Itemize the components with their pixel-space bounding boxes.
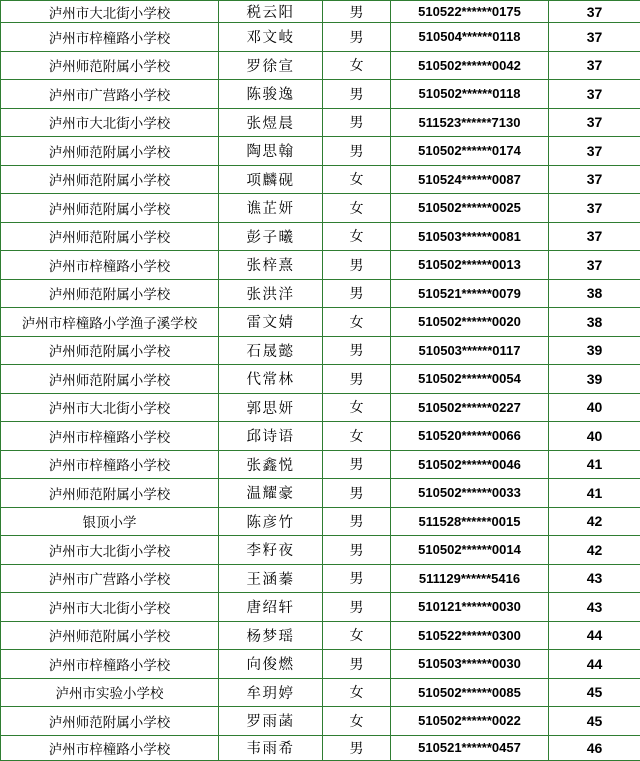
cell-id-number: 510502******0020 — [391, 308, 549, 337]
cell-id-number: 510502******0014 — [391, 536, 549, 565]
table-row — [1, 479, 640, 508]
cell-id-number: 510502******0118 — [391, 80, 549, 109]
cell-id-number: 510522******0175 — [391, 1, 549, 23]
cell-name: 杨梦瑶 — [219, 621, 323, 650]
cell-school: 泸州市大北街小学校 — [1, 393, 219, 422]
cell-name: 陶思翰 — [219, 137, 323, 166]
cell-sex: 男 — [323, 1, 391, 23]
cell-score: 41 — [549, 450, 640, 479]
cell-school: 泸州市梓橦路小学校 — [1, 251, 219, 280]
cell-sex: 女 — [323, 393, 391, 422]
cell-id-number: 511129******5416 — [391, 564, 549, 593]
cell-school: 泸州市实验小学校 — [1, 678, 219, 707]
cell-sex: 女 — [323, 194, 391, 223]
cell-school: 泸州市广营路小学校 — [1, 80, 219, 109]
cell-name: 韦雨希 — [219, 735, 323, 760]
cell-sex: 女 — [323, 678, 391, 707]
cell-name: 谯芷妍 — [219, 194, 323, 223]
cell-id-number: 510502******0085 — [391, 678, 549, 707]
cell-id-number: 510502******0174 — [391, 137, 549, 166]
cell-score: 45 — [549, 707, 640, 736]
cell-school: 泸州市大北街小学校 — [1, 536, 219, 565]
cell-id-number: 510502******0033 — [391, 479, 549, 508]
table-row — [1, 165, 640, 194]
table-body — [1, 1, 640, 761]
cell-school: 泸州师范附属小学校 — [1, 479, 219, 508]
cell-id-number: 510504******0118 — [391, 23, 549, 52]
cell-name: 向俊燃 — [219, 650, 323, 679]
table-row — [1, 422, 640, 451]
table-row — [1, 51, 640, 80]
cell-name: 李籽夜 — [219, 536, 323, 565]
cell-sex: 女 — [323, 422, 391, 451]
cell-school: 泸州市梓橦路小学校 — [1, 650, 219, 679]
cell-score: 39 — [549, 365, 640, 394]
cell-name: 郭思妍 — [219, 393, 323, 422]
cell-name: 陈骏逸 — [219, 80, 323, 109]
cell-name: 张煜晨 — [219, 108, 323, 137]
cell-score: 37 — [549, 165, 640, 194]
cell-sex: 女 — [323, 707, 391, 736]
cell-sex: 男 — [323, 507, 391, 536]
cell-name: 邓文岐 — [219, 23, 323, 52]
cell-school: 泸州市大北街小学校 — [1, 1, 219, 23]
cell-sex: 男 — [323, 80, 391, 109]
cell-sex: 女 — [323, 222, 391, 251]
cell-school: 泸州市梓橦路小学校 — [1, 23, 219, 52]
cell-name: 邱诗语 — [219, 422, 323, 451]
table-row — [1, 707, 640, 736]
cell-id-number: 510503******0081 — [391, 222, 549, 251]
cell-school: 泸州市梓橦路小学校 — [1, 450, 219, 479]
cell-school: 泸州师范附属小学校 — [1, 365, 219, 394]
cell-school: 泸州师范附属小学校 — [1, 51, 219, 80]
table-row — [1, 1, 640, 23]
cell-school: 泸州市大北街小学校 — [1, 593, 219, 622]
table-row — [1, 621, 640, 650]
cell-score: 37 — [549, 251, 640, 280]
cell-school: 泸州师范附属小学校 — [1, 621, 219, 650]
cell-sex: 男 — [323, 650, 391, 679]
cell-sex: 男 — [323, 279, 391, 308]
cell-name: 税云阳 — [219, 1, 323, 23]
table-row — [1, 365, 640, 394]
cell-score: 38 — [549, 308, 640, 337]
cell-id-number: 510502******0227 — [391, 393, 549, 422]
cell-name: 代常林 — [219, 365, 323, 394]
cell-sex: 男 — [323, 479, 391, 508]
cell-id-number: 510121******0030 — [391, 593, 549, 622]
cell-school: 泸州师范附属小学校 — [1, 165, 219, 194]
cell-sex: 男 — [323, 564, 391, 593]
cell-score: 43 — [549, 564, 640, 593]
cell-name: 张洪洋 — [219, 279, 323, 308]
cell-id-number: 510520******0066 — [391, 422, 549, 451]
cell-sex: 男 — [323, 365, 391, 394]
cell-score: 37 — [549, 222, 640, 251]
cell-school: 泸州师范附属小学校 — [1, 137, 219, 166]
cell-name: 王涵蓁 — [219, 564, 323, 593]
cell-id-number: 510524******0087 — [391, 165, 549, 194]
cell-id-number: 511523******7130 — [391, 108, 549, 137]
cell-school: 泸州师范附属小学校 — [1, 194, 219, 223]
cell-name: 牟玥婷 — [219, 678, 323, 707]
cell-name: 罗徐宣 — [219, 51, 323, 80]
cell-school: 泸州市梓橦路小学校 — [1, 422, 219, 451]
cell-sex: 男 — [323, 137, 391, 166]
cell-id-number: 510503******0030 — [391, 650, 549, 679]
cell-school: 泸州师范附属小学校 — [1, 336, 219, 365]
cell-sex: 男 — [323, 108, 391, 137]
cell-score: 38 — [549, 279, 640, 308]
cell-name: 温耀豪 — [219, 479, 323, 508]
cell-id-number: 510502******0042 — [391, 51, 549, 80]
cell-id-number: 510521******0079 — [391, 279, 549, 308]
cell-school: 泸州师范附属小学校 — [1, 222, 219, 251]
cell-score: 40 — [549, 393, 640, 422]
cell-name: 罗雨菡 — [219, 707, 323, 736]
cell-id-number: 511528******0015 — [391, 507, 549, 536]
cell-score: 39 — [549, 336, 640, 365]
cell-name: 彭子曦 — [219, 222, 323, 251]
table-row — [1, 650, 640, 679]
table-row — [1, 450, 640, 479]
table-row — [1, 393, 640, 422]
table-row — [1, 80, 640, 109]
cell-id-number: 510522******0300 — [391, 621, 549, 650]
table-row — [1, 279, 640, 308]
cell-score: 44 — [549, 621, 640, 650]
cell-score: 45 — [549, 678, 640, 707]
cell-sex: 女 — [323, 165, 391, 194]
table-row — [1, 593, 640, 622]
cell-score: 43 — [549, 593, 640, 622]
cell-school: 泸州市大北街小学校 — [1, 108, 219, 137]
cell-name: 张梓熹 — [219, 251, 323, 280]
cell-score: 37 — [549, 194, 640, 223]
table-row — [1, 507, 640, 536]
table-row — [1, 137, 640, 166]
table-row — [1, 251, 640, 280]
cell-id-number: 510502******0046 — [391, 450, 549, 479]
cell-school: 银顶小学 — [1, 507, 219, 536]
cell-school: 泸州市广营路小学校 — [1, 564, 219, 593]
cell-name: 雷文婧 — [219, 308, 323, 337]
cell-id-number: 510502******0022 — [391, 707, 549, 736]
cell-score: 46 — [549, 735, 640, 760]
cell-name: 项麟砚 — [219, 165, 323, 194]
table-row — [1, 678, 640, 707]
table-row — [1, 536, 640, 565]
cell-sex: 男 — [323, 593, 391, 622]
cell-id-number: 510502******0054 — [391, 365, 549, 394]
cell-sex: 男 — [323, 735, 391, 760]
table-row — [1, 308, 640, 337]
cell-sex: 女 — [323, 308, 391, 337]
cell-score: 37 — [549, 137, 640, 166]
cell-score: 40 — [549, 422, 640, 451]
cell-score: 42 — [549, 507, 640, 536]
cell-score: 37 — [549, 23, 640, 52]
cell-sex: 男 — [323, 450, 391, 479]
cell-sex: 女 — [323, 51, 391, 80]
cell-name: 张鑫悦 — [219, 450, 323, 479]
cell-score: 37 — [549, 51, 640, 80]
cell-id-number: 510503******0117 — [391, 336, 549, 365]
cell-score: 37 — [549, 108, 640, 137]
cell-score: 42 — [549, 536, 640, 565]
cell-sex: 男 — [323, 336, 391, 365]
cell-sex: 男 — [323, 23, 391, 52]
cell-score: 41 — [549, 479, 640, 508]
cell-name: 陈彦竹 — [219, 507, 323, 536]
table-row — [1, 194, 640, 223]
cell-sex: 男 — [323, 536, 391, 565]
cell-school: 泸州师范附属小学校 — [1, 279, 219, 308]
table-row — [1, 735, 640, 760]
table-row — [1, 23, 640, 52]
cell-name: 石晟懿 — [219, 336, 323, 365]
cell-score: 37 — [549, 80, 640, 109]
cell-sex: 女 — [323, 621, 391, 650]
cell-school: 泸州市梓橦路小学校 — [1, 735, 219, 760]
cell-school: 泸州市梓橦路小学渔子溪学校 — [1, 308, 219, 337]
cell-id-number: 510502******0025 — [391, 194, 549, 223]
table-row — [1, 222, 640, 251]
cell-id-number: 510502******0013 — [391, 251, 549, 280]
cell-school: 泸州师范附属小学校 — [1, 707, 219, 736]
table-row — [1, 108, 640, 137]
cell-score: 44 — [549, 650, 640, 679]
cell-name: 唐绍轩 — [219, 593, 323, 622]
cell-sex: 男 — [323, 251, 391, 280]
cell-score: 37 — [549, 1, 640, 23]
cell-id-number: 510521******0457 — [391, 735, 549, 760]
table-row — [1, 336, 640, 365]
table-row — [1, 564, 640, 593]
